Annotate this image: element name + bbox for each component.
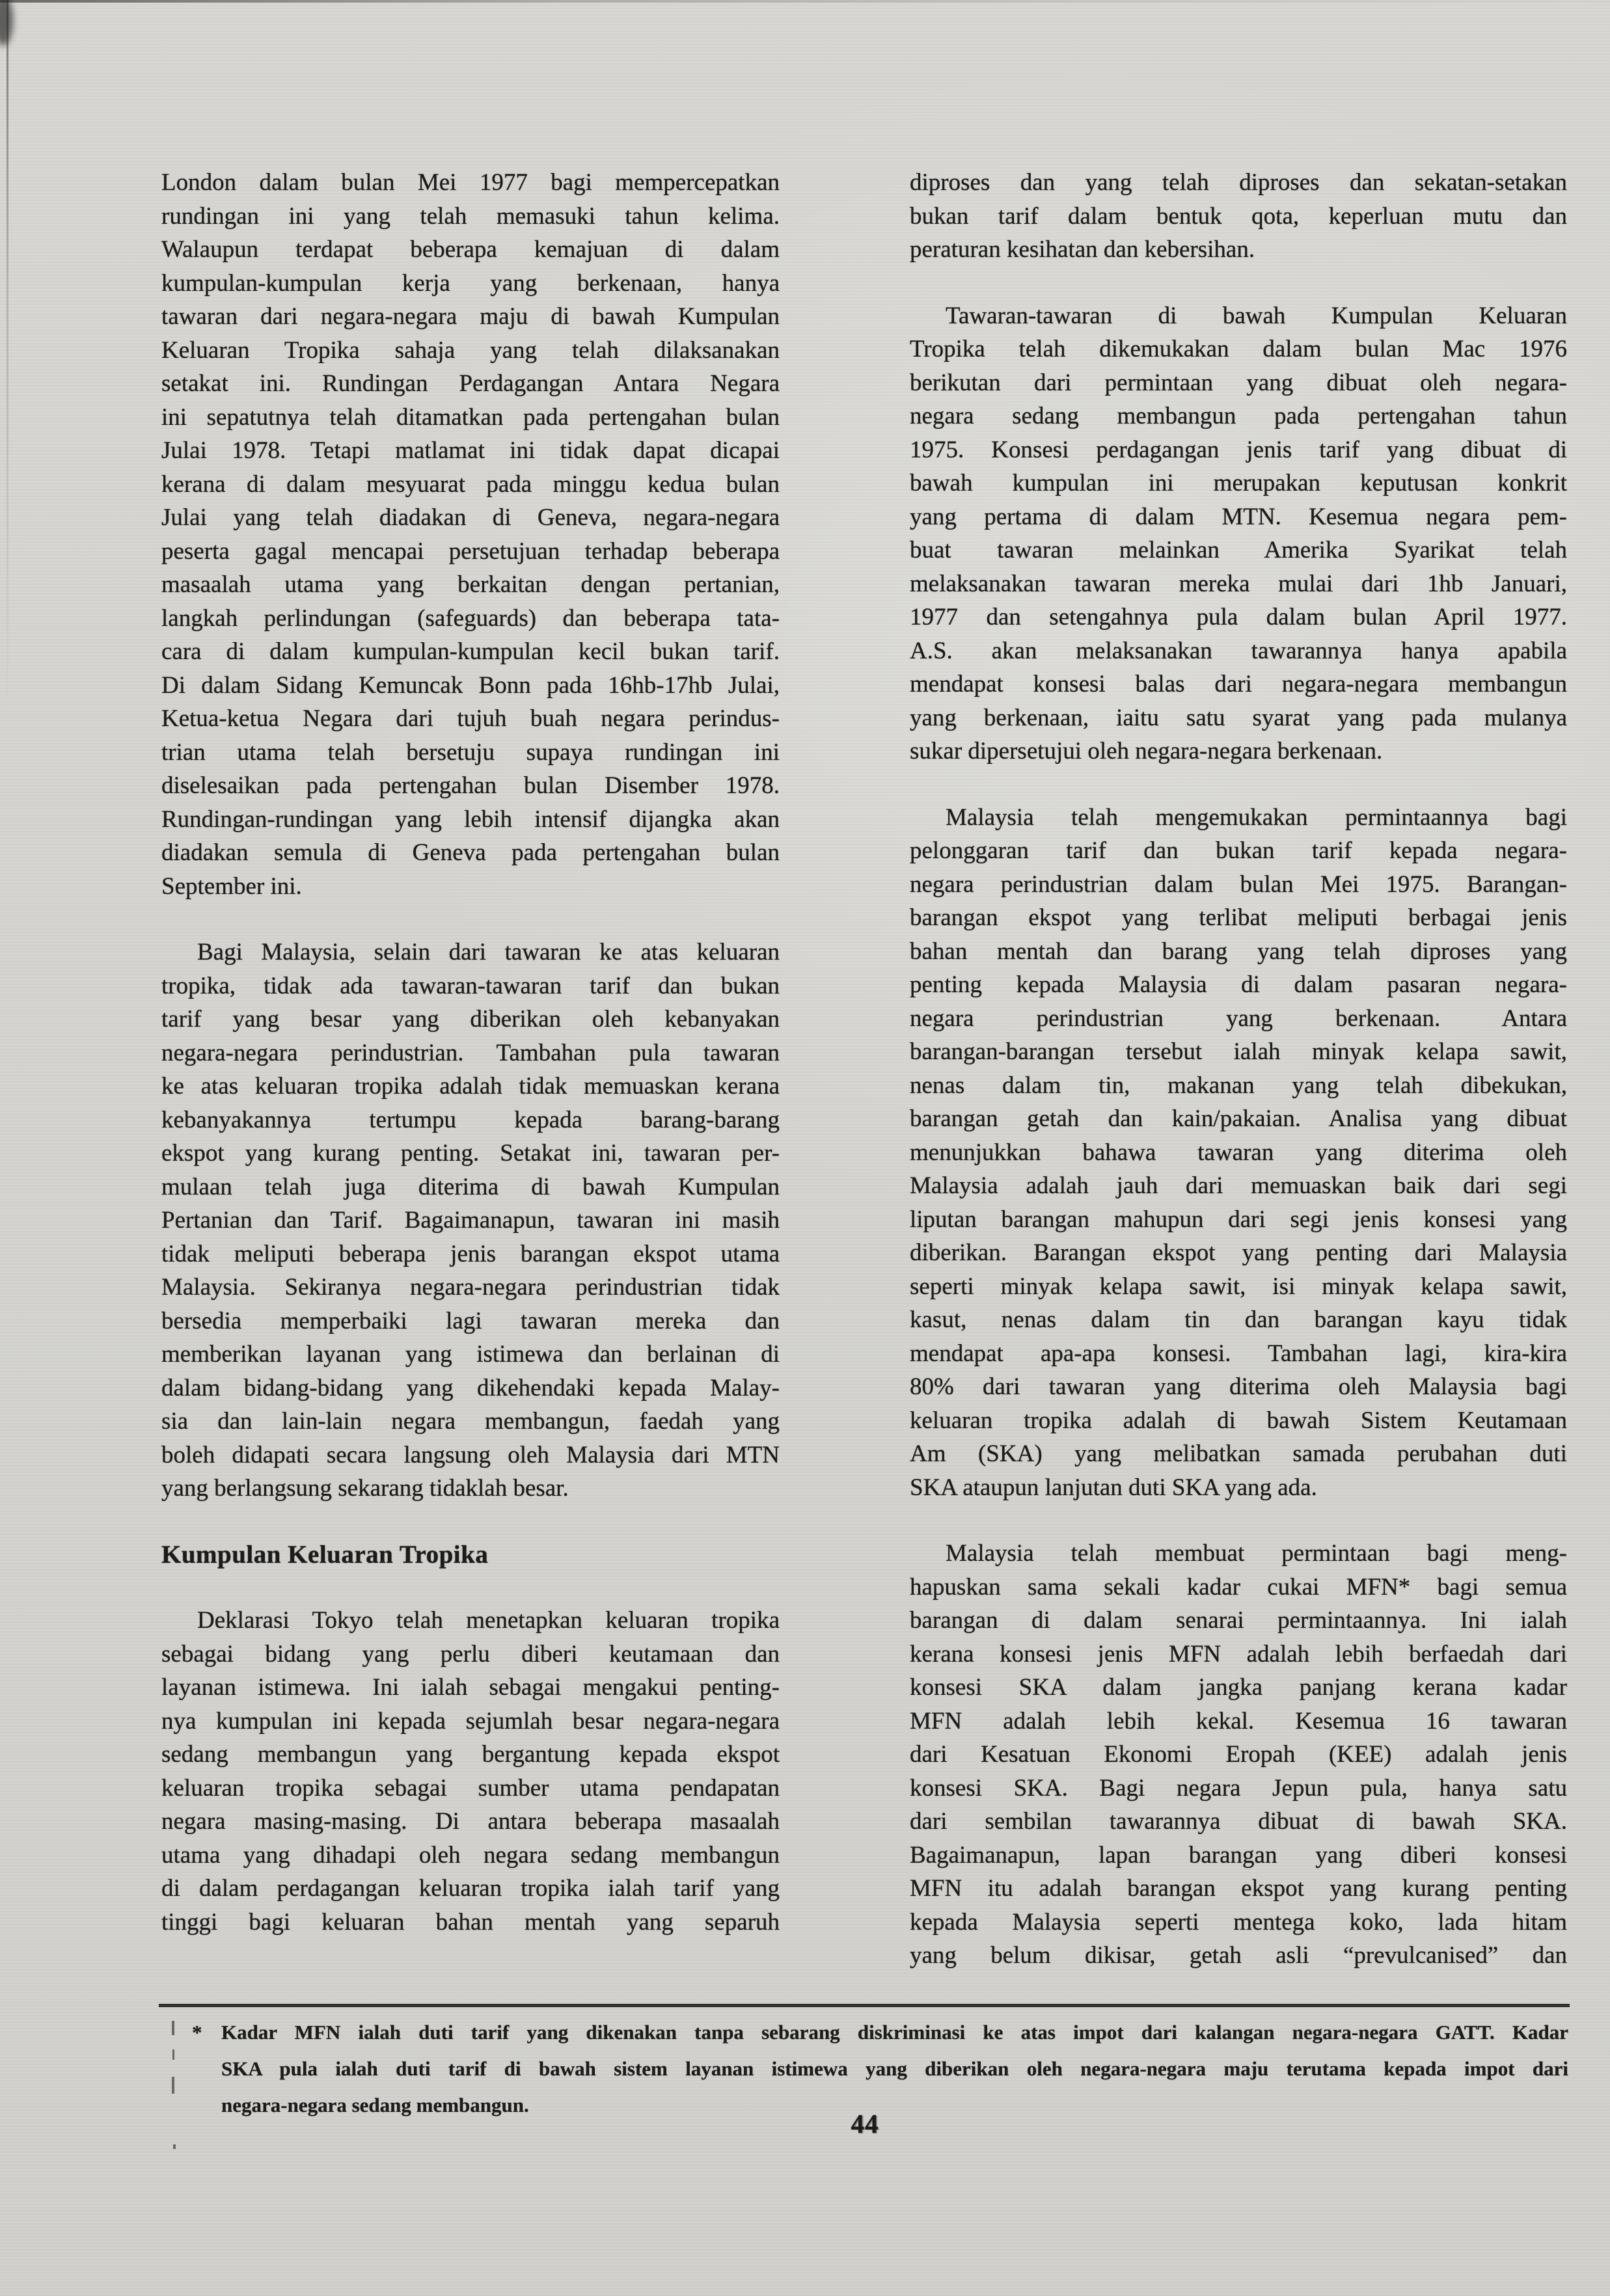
text-line: sebagai bidang yang perlu diberi keutamaan dan — [161, 1640, 780, 1668]
text-line: negara sedang membangun pada pertengahan tahun — [910, 403, 1567, 429]
page-top-edge-shadow — [0, 0, 1610, 3]
text-line: bersedia memperbaiki lagi tawaran mereka dan — [161, 1307, 780, 1334]
text-line: September ini. — [161, 872, 302, 900]
text-line: negara masing-masing. Di antara beberapa masaalah — [161, 1808, 780, 1835]
text-line: London dalam bulan Mei 1977 bagi mempercepatkan — [161, 169, 780, 196]
footnote-line: SKA pula ialah duti tarif di bawah sistem layanan istimewa yang diberikan oleh negara-negara maju terutama kepada impot dari — [221, 2057, 1568, 2080]
section-heading: Kumpulan Keluaran Tropika — [161, 1540, 489, 1569]
footnote-line: negara-negara sedang membangun. — [221, 2094, 529, 2116]
text-line: mendapat apa-apa konsesi. Tambahan lagi, kira-kira — [910, 1340, 1567, 1367]
text-line: trian utama telah bersetuju supaya rundingan ini — [161, 738, 780, 766]
text-line: barangan di dalam senarai permintaannya. Ini ialah — [910, 1607, 1567, 1634]
text-line: dalam bidang-bidang yang dikehendaki kepada Malay- — [161, 1374, 780, 1401]
text-line: Malaysia telah mengemukakan permintaannya bagi — [946, 804, 1567, 831]
text-line: liputan barangan mahupun dari segi jenis konsesi yang — [910, 1206, 1567, 1233]
text-line: Keluaran Tropika sahaja yang telah dilaksanakan — [161, 336, 780, 364]
text-line: melaksanakan tawaran mereka mulai dari 1hb Januari, — [910, 570, 1567, 597]
text-line: seperti minyak kelapa sawit, isi minyak kelapa sawit, — [910, 1273, 1567, 1300]
text-line: diproses dan yang telah diproses dan sekatan-setakan — [910, 169, 1567, 196]
text-line: ekspot yang kurang penting. Setakat ini, tawaran per- — [161, 1140, 780, 1167]
text-line: Bagaimanapun, lapan barangan yang diberi konsesi — [910, 1841, 1567, 1869]
text-line: Walaupun terdapat beberapa kemajuan di dalam — [161, 236, 780, 263]
text-line: tawaran dari negara-negara maju di bawah Kumpulan — [161, 303, 780, 330]
text-line: yang belum dikisar, getah asli “prevulcanised” dan — [910, 1942, 1567, 1969]
footnote-line: * Kadar MFN ialah duti tarif yang dikenakan tanpa sebarang diskriminasi ke atas impot dari kalangan negara-negara GATT. Kadar — [161, 2014, 1568, 2051]
text-line: ke atas keluaran tropika adalah tidak memuaskan kerana — [161, 1073, 780, 1100]
text-line: dari sembilan tawarannya dibuat di bawah SKA. — [910, 1808, 1567, 1835]
text-line: diadakan semula di Geneva pada pertengahan bulan — [161, 839, 780, 866]
text-line: negara-negara perindustrian. Tambahan pula tawaran — [161, 1039, 780, 1066]
text-line: tarif yang besar yang diberikan oleh kebanyakan — [161, 1006, 780, 1033]
text-line: Julai yang telah diadakan di Geneva, negara-negara — [161, 504, 780, 531]
text-line: Tawaran-tawaran di bawah Kumpulan Keluaran — [946, 302, 1567, 329]
text-line: di dalam perdagangan keluaran tropika ialah tarif yang — [161, 1875, 780, 1902]
paragraph — [910, 166, 1567, 267]
text-line: barangan-barangan tersebut ialah minyak kelapa sawit, — [910, 1038, 1567, 1065]
text-line: kebanyakannya tertumpu kepada barang-barang — [161, 1106, 780, 1133]
text-line: Pertanian dan Tarif. Bagaimanapun, tawaran ini masih — [161, 1207, 780, 1234]
text-line: setakat ini. Rundingan Perdagangan Antara Negara — [161, 370, 780, 397]
corner-smudge — [0, 0, 13, 46]
text-line: menunjukkan bahawa tawaran yang diterima oleh — [910, 1139, 1567, 1166]
margin-artifact — [172, 2049, 174, 2060]
text-line: pelonggaran tarif dan bukan tarif kepada negara- — [910, 837, 1567, 864]
text-line: rundingan ini yang telah memasuki tahun kelima. — [161, 202, 780, 230]
text-line: mulaan telah juga diterima di bawah Kumpulan — [161, 1173, 780, 1200]
text-line: langkah perlindungan (safeguards) dan beberapa tata- — [161, 604, 780, 632]
paragraph — [910, 1537, 1567, 1973]
text-line: Bagi Malaysia, selain dari tawaran ke atas keluaran — [197, 939, 780, 966]
text-line: yang pertama di dalam MTN. Kesemua negara pem- — [910, 503, 1567, 530]
text-line: dari Kesatuan Ekonomi Eropah (KEE) adalah jenis — [910, 1741, 1567, 1768]
text-line: tropika, tidak ada tawaran-tawaran tarif dan bukan — [161, 972, 780, 999]
text-line: barangan getah dan kain/pakaian. Analisa yang dibuat — [910, 1105, 1567, 1132]
text-line: keluaran tropika sebagai sumber utama pendapatan — [161, 1774, 780, 1802]
text-line: kepada Malaysia seperti mentega koko, lada hitam — [910, 1908, 1567, 1936]
text-line: ini sepatutnya telah ditamatkan pada pertengahan bulan — [161, 403, 780, 431]
text-line: masaalah utama yang berkaitan dengan pertanian, — [161, 571, 780, 598]
text-line: sedang membangun yang bergantung kepada ekspot — [161, 1741, 780, 1768]
text-line: Rundingan-rundingan yang lebih intensif dijangka akan — [161, 805, 780, 833]
text-line: 1975. Konsesi perdagangan jenis tarif yang dibuat di — [910, 436, 1567, 463]
text-line: nya kumpulan ini kepada sejumlah besar negara-negara — [161, 1707, 780, 1735]
text-line: peserta gagal mencapai persetujuan terhadap beberapa — [161, 537, 780, 565]
text-line: utama yang dihadapi oleh negara sedang membangun — [161, 1841, 780, 1869]
text-line: MFN adalah lebih kekal. Kesemua 16 tawaran — [910, 1707, 1567, 1735]
text-line: Deklarasi Tokyo telah menetapkan keluaran tropika — [197, 1607, 780, 1634]
page-left-edge-scratch — [7, 0, 8, 748]
text-line: keluaran tropika adalah di bawah Sistem Keutamaan — [910, 1407, 1567, 1434]
text-line: buat tawaran melainkan Amerika Syarikat telah — [910, 537, 1567, 563]
text-line: memberikan layanan yang istimewa dan berlainan di — [161, 1341, 780, 1368]
text-line: negara perindustrian yang berkenaan. Antara — [910, 1005, 1567, 1032]
text-line: konsesi SKA dalam jangka panjang kerana kadar — [910, 1674, 1567, 1701]
page-number: 44 — [851, 2109, 879, 2139]
margin-artifact — [173, 2144, 176, 2149]
text-line: bahan mentah dan barang yang telah diproses yang — [910, 938, 1567, 965]
margin-artifact — [172, 2021, 174, 2035]
text-line: bawah kumpulan ini merupakan keputusan konkrit — [910, 470, 1567, 496]
text-line: cara di dalam kumpulan-kumpulan kecil bukan tarif. — [161, 638, 780, 665]
paragraph — [910, 801, 1567, 1505]
text-line: sukar dipersetujui oleh negara-negara berkenaan. — [910, 738, 1383, 764]
text-line: layanan istimewa. Ini ialah sebagai mengakui penting- — [161, 1674, 780, 1701]
text-line: SKA ataupun lanjutan duti SKA yang ada. — [910, 1474, 1317, 1501]
footnote-marker: * — [192, 2021, 202, 2044]
text-line: peraturan kesihatan dan kebersihan. — [910, 236, 1255, 263]
text-line: kumpulan-kumpulan kerja yang berkenaan, hanya — [161, 269, 780, 297]
text-line: tinggi bagi keluaran bahan mentah yang separuh — [161, 1908, 780, 1936]
text-line: 1977 dan setengahnya pula dalam bulan April 1977. — [910, 604, 1567, 630]
text-line: yang berlangsung sekarang tidaklah besar. — [161, 1475, 569, 1502]
margin-artifact — [172, 2077, 174, 2094]
footnote — [161, 2014, 1568, 2124]
text-line: diselesaikan pada pertengahan bulan Disember 1978. — [161, 772, 780, 799]
footnote-rule — [159, 2004, 1570, 2007]
right-column — [910, 166, 1567, 1973]
text-line: Malaysia adalah jauh dari memuaskan baik dari segi — [910, 1172, 1567, 1199]
paragraph — [910, 299, 1567, 768]
paragraph — [161, 1604, 780, 1939]
text-line: 80% dari tawaran yang diterima oleh Malaysia bagi — [910, 1373, 1567, 1400]
text-line: penting kepada Malaysia di dalam pasaran negara- — [910, 971, 1567, 998]
text-line: yang berkenaan, iaitu satu syarat yang pada mulanya — [910, 704, 1567, 731]
text-line: Ketua-ketua Negara dari tujuh buah negara perindus- — [161, 705, 780, 732]
text-line: boleh didapati secara langsung oleh Malaysia dari MTN — [161, 1441, 780, 1468]
text-line: Am (SKA) yang melibatkan samada perubahan duti — [910, 1440, 1567, 1467]
text-line: kasut, nenas dalam tin dan barangan kayu tidak — [910, 1306, 1567, 1333]
text-line: kerana di dalam mesyuarat pada minggu kedua bulan — [161, 470, 780, 498]
text-line: berikutan dari permintaan yang dibuat oleh negara- — [910, 369, 1567, 396]
text-line: Di dalam Sidang Kemuncak Bonn pada 16hb-17hb Julai, — [161, 671, 780, 699]
paragraph — [161, 936, 780, 1506]
text-line: negara perindustrian dalam bulan Mei 1975. Barangan- — [910, 871, 1567, 898]
text-line: A.S. akan melaksanakan tawarannya hanya apabila — [910, 637, 1567, 664]
text-line: hapuskan sama sekali kadar cukai MFN* bagi semua — [910, 1573, 1567, 1600]
text-line: tidak meliputi beberapa jenis barangan ekspot utama — [161, 1240, 780, 1267]
text-line: barangan ekspot yang terlibat meliputi berbagai jenis — [910, 904, 1567, 931]
paragraph — [161, 166, 780, 903]
text-line: sia dan lain-lain negara membangun, faedah yang — [161, 1408, 780, 1435]
text-line: Julai 1978. Tetapi matlamat ini tidak dapat dicapai — [161, 437, 780, 464]
text-line: konsesi SKA. Bagi negara Jepun pula, hanya satu — [910, 1774, 1567, 1802]
text-line: mendapat konsesi balas dari negara-negara membangun — [910, 671, 1567, 697]
text-line: nenas dalam tin, makanan yang telah dibekukan, — [910, 1072, 1567, 1099]
text-line: diberikan. Barangan ekspot yang penting dari Malaysia — [910, 1239, 1567, 1266]
text-line: kerana konsesi jenis MFN adalah lebih berfaedah dari — [910, 1640, 1567, 1668]
text-line: Malaysia telah membuat permintaan bagi meng- — [946, 1540, 1567, 1567]
text-line: MFN itu adalah barangan ekspot yang kurang penting — [910, 1875, 1567, 1902]
text-line: Tropika telah dikemukakan dalam bulan Mac 1976 — [910, 336, 1567, 362]
text-line: Malaysia. Sekiranya negara-negara perindustrian tidak — [161, 1274, 780, 1301]
text-line: bukan tarif dalam bentuk qota, keperluan mutu dan — [910, 202, 1567, 230]
left-column — [161, 166, 780, 1939]
